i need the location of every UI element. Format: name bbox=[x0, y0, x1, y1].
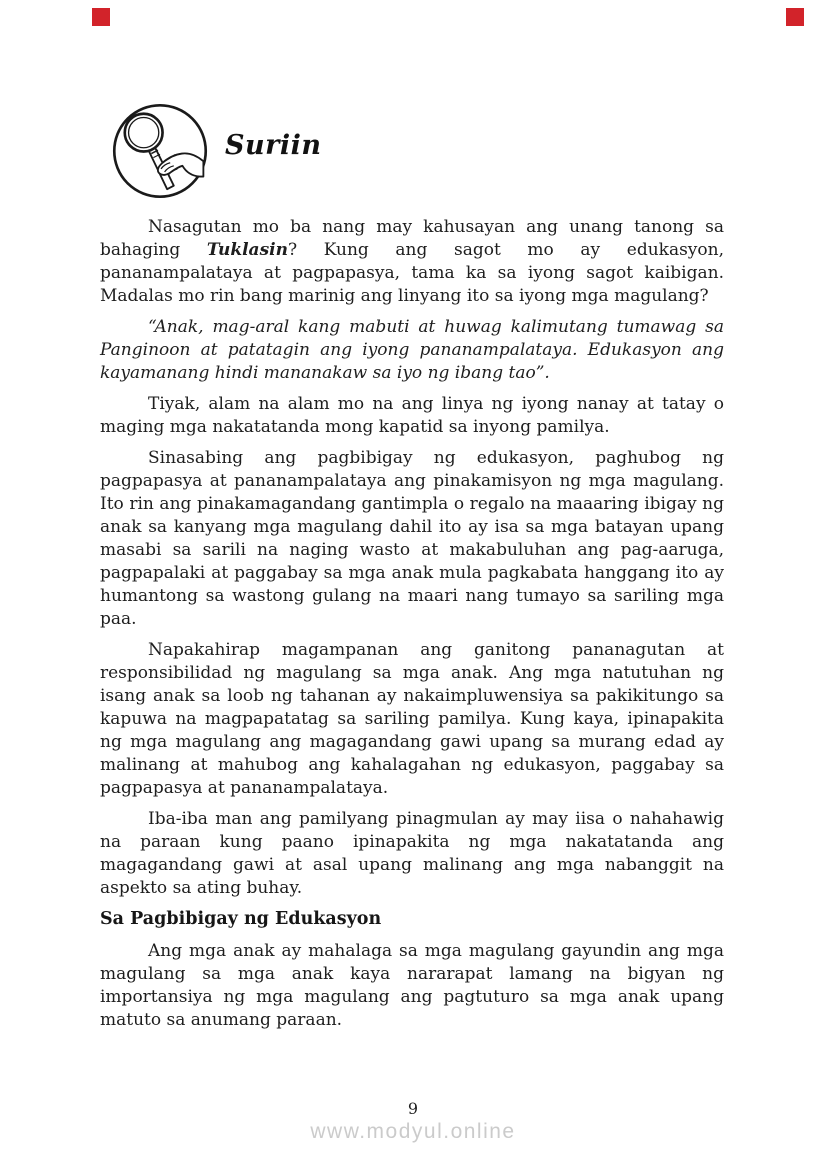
page-title: Suriin bbox=[225, 130, 322, 161]
paragraph-4: Sinasabing ang pagbibigay ng edukasyon, paghubog ng pagpapasya at pananampalataya ang pinakamisyon ng mga magulang. Ito rin ang pinakamagandang gantimpla o regalo na maaaring ibigay ng anak sa kanyang mga magulang dahil ito ay isa sa mga batayan upang masabi sa sarili na naging wasto at makabuluhan ang pag-aaruga, pagpapalaki at paggabay sa mga anak mula pagkabata hanggang ito ay humantong sa wastong gulang na maari nang tumayo sa sariling mga paa. bbox=[100, 448, 724, 629]
paragraph-3: Tiyak, alam na alam mo na ang linya ng iyong nanay at tatay o maging mga nakatatanda mong kapatid sa inyong pamilya. bbox=[100, 394, 724, 437]
quote-paragraph: “Anak, mag-aral kang mabuti at huwag kalimutang tumawag sa Panginoon at patatagin ang iyong pananampalataya. Edukasyon ang kayamanang hindi mananakaw sa iyo ng ibang tao”. bbox=[100, 317, 724, 383]
tuklasin-keyword: Tuklasin bbox=[206, 240, 288, 260]
paragraph-1 bbox=[100, 216, 724, 308]
paragraph-1-rest: ? Kung ang sagot mo ay edukasyon, pananampalataya at pagpapasya, tama ka sa iyong sagot kaibigan. Madalas mo rin bang marinig ang linyang ito sa iyong mga magulang? bbox=[100, 240, 724, 306]
paragraph-6: Iba-iba man ang pamilyang pinagmulan ay may iisa o nahahawig na paraan kung paano ipinapakita ng mga nakatatanda ang magagandang gawi at asal upang malinang ang mga nabanggit na aspekto sa ating buhay. bbox=[100, 809, 724, 898]
body-text bbox=[100, 216, 724, 1040]
magnifier-hand-icon bbox=[111, 102, 209, 200]
paragraph-7: Ang mga anak ay mahalaga sa mga magulang gayundin ang mga magulang sa mga anak kaya nararapat lamang na bigyan ng importansiya ng mga magulang ang pagtuturo sa mga anak upang matuto sa anumang paraan. bbox=[100, 941, 724, 1030]
red-corner-marker-right bbox=[786, 8, 804, 26]
page-number: 9 bbox=[407, 1099, 419, 1118]
section-heading: Sa Pagbibigay ng Edukasyon bbox=[100, 909, 382, 929]
paragraph-5: Napakahirap magampanan ang ganitong pananagutan at responsibilidad ng magulang sa mga anak. Ang mga natutuhan ng isang anak sa loob ng tahanan ay nakaimpluwensiya sa pakikitungo sa kapuwa na magpapatatag sa sariling pamilya. Kung kaya, ipinapakita ng mga magulang ang magagandang gawi upang sa murang edad ay malinang at mahubog ang kahalagahan ng edukasyon, paggabay sa pagpapasya at pananampalataya. bbox=[100, 640, 724, 798]
red-corner-marker-left bbox=[92, 8, 110, 26]
watermark-text: www.modyul.online bbox=[310, 1120, 516, 1143]
paragraph-1-intro: Nasagutan mo ba nang may kahusayan ang unang tanong sa bahaging bbox=[100, 217, 724, 260]
